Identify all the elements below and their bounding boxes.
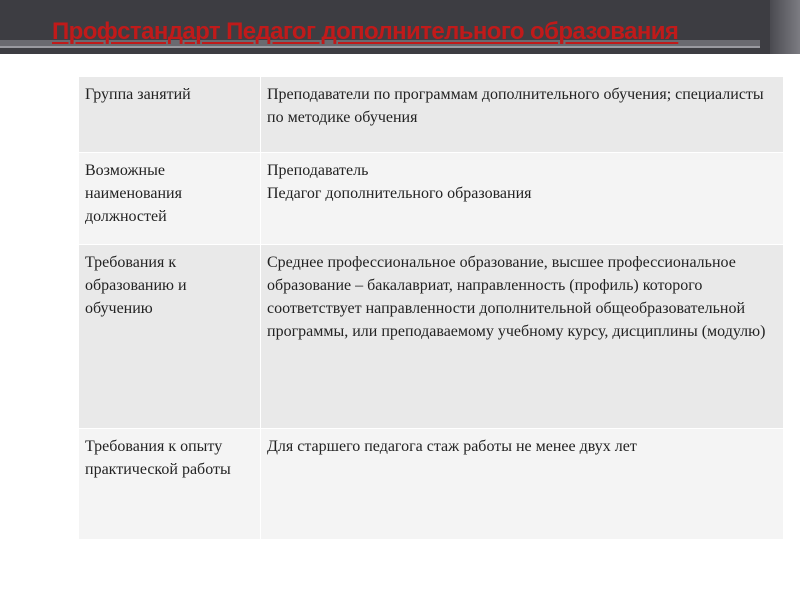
row-value — [261, 245, 784, 429]
row-value-line: Среднее профессиональное образование, высшее профессиональное образование – бакалавриат, направленность (профиль) которого соответствует направленности дополнительной общеобразовательной программы, или преподаваемому учебному курсу, дисциплины (модулю) — [267, 254, 766, 340]
row-value — [261, 429, 784, 540]
table-row — [79, 245, 784, 429]
row-label: Требования к образованию и обучению — [79, 245, 261, 429]
row-value-line: Преподаватель — [267, 162, 369, 179]
row-label: Группа занятий — [79, 77, 261, 153]
slide-title: Профстандарт Педагог дополнительного образования — [52, 18, 679, 45]
header-light-block — [770, 0, 800, 54]
row-value-line: Для старшего педагога стаж работы не менее двух лет — [267, 438, 637, 455]
row-value-line: Педагог дополнительного образования — [267, 185, 532, 202]
table-row — [79, 153, 784, 245]
row-label: Возможные наименования должностей — [79, 153, 261, 245]
table-row — [79, 77, 784, 153]
info-table — [78, 76, 784, 540]
row-value — [261, 77, 784, 153]
row-label: Требования к опыту практической работы — [79, 429, 261, 540]
info-table-container — [78, 76, 784, 540]
row-value-line: Преподаватели по программам дополнительного обучения; специалисты по методике обучения — [267, 86, 764, 126]
table-row — [79, 429, 784, 540]
row-value — [261, 153, 784, 245]
